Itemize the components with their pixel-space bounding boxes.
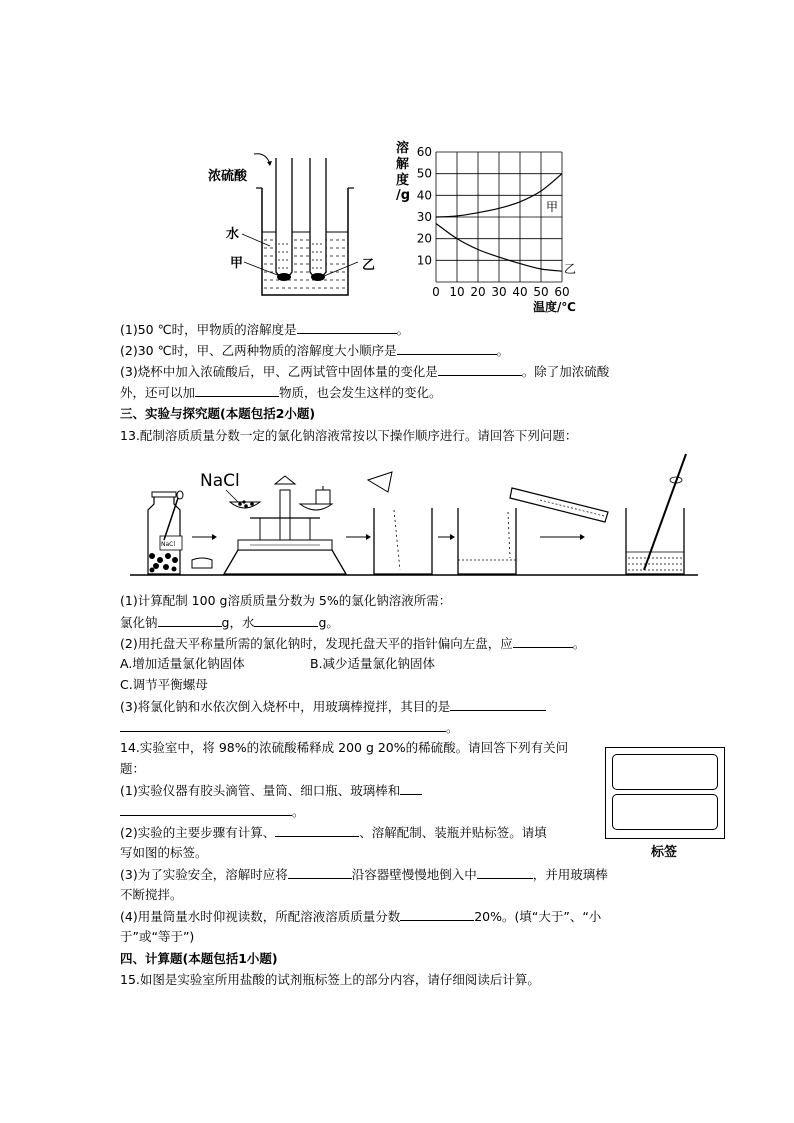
q13-blank-water[interactable] [254,613,318,627]
q13-part1: (1)计算配制 100 g溶质质量分数为 5%的氯化钠溶液所需： [120,593,452,608]
x-tick-label: 0 [432,285,440,299]
q14-part4: (4)用量筒量水时仰视读数，所配溶液溶质质量分数 20%。(填“大于”、“小 [120,909,602,924]
y-axis-label-2: 解 [396,157,410,172]
y-axis-label-1: 溶 [396,141,410,156]
water-label: 水 [226,227,240,242]
y-tick-label: 30 [416,210,432,224]
q13-blank3b[interactable] [120,718,446,732]
x-tick-label: 30 [491,285,507,299]
q12-blank1[interactable] [297,320,397,334]
q15-stem: 15.如图是实验室所用盐酸的试剂瓶标签上的部分内容，请仔细阅读后计算。 [120,972,540,987]
q14-blank1a[interactable] [400,781,422,795]
q14-blank2[interactable] [275,823,359,837]
label-slot-top[interactable] [612,754,718,790]
q13-part2: (2)用托盘天平称量所需的氯化钠时，发现托盘天平的指针偏向左盘，应 。 [120,636,586,651]
solubility-chart [392,132,592,317]
q12-blank2[interactable] [397,341,497,355]
q13-blank2[interactable] [513,634,573,648]
y-axis-label-3: 度 [396,173,410,188]
x-tick-label: 50 [533,285,549,299]
y-tick-label: 40 [416,188,432,203]
q14-part1: (1)实验仪器有胶头滴管、量筒、细口瓶、玻璃棒和 [120,781,422,800]
q12-blank4[interactable] [195,383,279,397]
y-axis-label-4: /g [396,188,411,203]
q13-blank-nacl[interactable] [158,613,222,627]
q14-part2: (2)实验的主要步骤有计算、 、溶解配制、装瓶并贴标签。请填 [120,825,547,840]
q13-part3: (3)将氯化钠和水依次倒入烧杯中，用玻璃棒搅拌，其目的是 [120,697,546,716]
label-slot-bottom[interactable] [612,794,718,830]
q14-stem2: 题： [120,761,146,776]
q12-part2: (2)30 ℃时，甲、乙两种物质的溶解度大小顺序是 。 [120,343,510,358]
procedure-figure [120,450,700,580]
q13-blank3a[interactable] [450,697,546,711]
q14-blank4[interactable] [400,907,474,921]
x-tick-label: 40 [512,285,528,299]
label-figure [605,747,725,839]
q14-blank3b[interactable] [477,865,533,879]
x-tick-label: 60 [554,285,570,299]
series-label-yi: 乙 [564,262,577,276]
jia-label: 甲 [230,256,244,271]
q14-blank1b[interactable] [120,802,292,816]
q13-option-a[interactable]: A.增加适量氯化钠固体 [120,656,245,671]
y-tick-label: 20 [416,231,432,246]
acid-label: 浓硫酸 [208,169,248,184]
x-tick-label: 10 [449,285,465,299]
q12-part3-cont: 外，还可以加 物质，也会发生这样的变化。 [120,385,442,400]
q14-blank3a[interactable] [288,865,352,879]
y-tick-label: 60 [416,145,432,159]
series-label-jia: 甲 [546,200,559,214]
section3-heading: 三、实验与探究题(本题包括2小题) [120,406,316,421]
beaker-figure [200,150,390,300]
q14-part1-cont: 。 [120,802,305,821]
q13-part1b: 氯化钠 g，水 g。 [120,615,339,630]
q14-stem1: 14.实验室中，将 98%的浓硫酸稀释成 200 g 20%的稀硫酸。请回答下列有关问 [120,740,569,755]
label-caption: 标签 [651,845,678,860]
section4-heading: 四、计算题(本题包括1小题) [120,951,278,966]
nacl-label: NaCl [200,471,240,491]
q13-stem: 13.配制溶质质量分数一定的氯化钠溶液常按以下操作顺序进行。请回答下列问题： [120,428,578,443]
q13-option-b[interactable]: B.减少适量氯化钠固体 [310,656,436,671]
x-axis-label: 温度/℃ [533,300,576,314]
q14-part3: (3)为了实验安全，溶解时应将 沿容器壁慢慢地倒入中 ，并用玻璃棒 [120,867,608,882]
q13-option-c[interactable]: C.调节平衡螺母 [120,677,208,692]
x-tick-label: 20 [470,285,486,299]
q12-blank3[interactable] [438,362,522,376]
y-tick-label: 10 [416,253,432,268]
q12-part3: (3)烧杯中加入浓硫酸后，甲、乙两试管中固体量的变化是 。除了加浓硫酸 [120,364,610,379]
q13-part3-cont: 。 [120,718,459,737]
q12-part1: (1)50 ℃时，甲物质的溶解度是 。 [120,322,410,337]
q14-part2-cont: 写如图的标签。 [120,845,208,860]
y-tick-label: 50 [416,166,432,181]
yi-label: 乙 [362,258,376,273]
bottle-label: NaCl [161,541,176,548]
q14-part4-cont: 于”或“等于”) [120,929,195,944]
q14-part3-cont: 不断搅拌。 [120,887,183,902]
